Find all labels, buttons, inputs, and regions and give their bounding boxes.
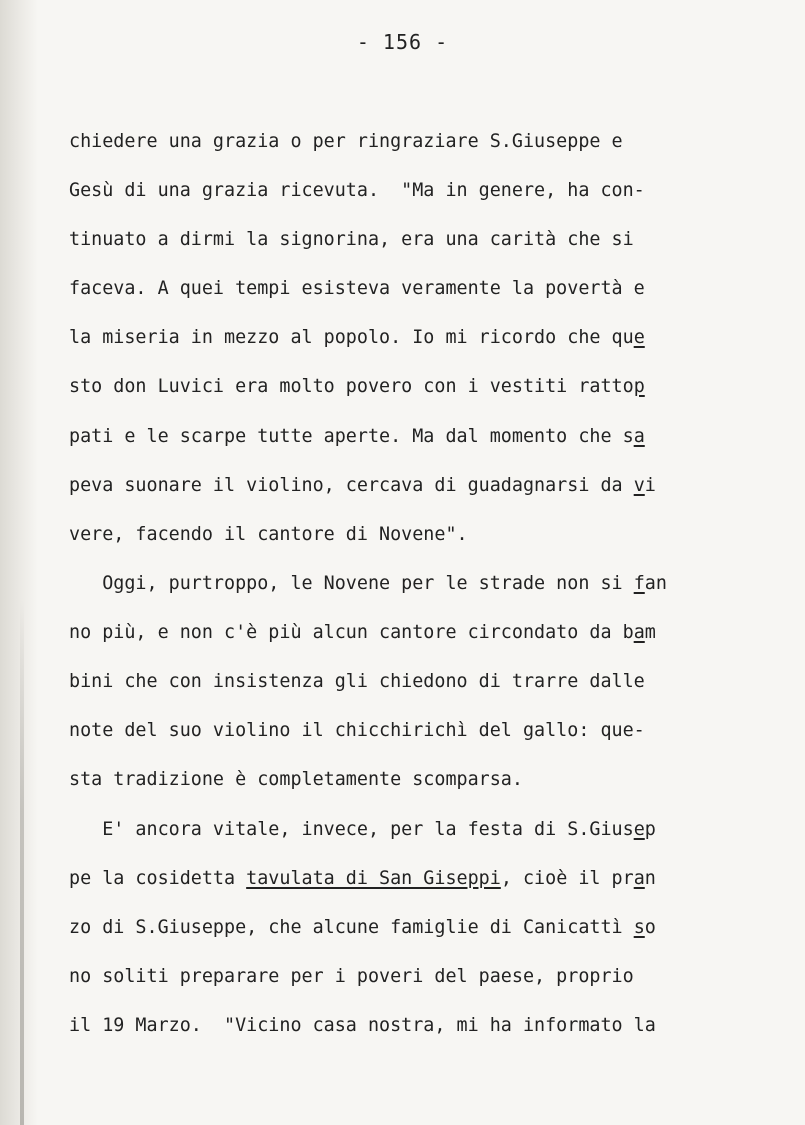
text-segment: an bbox=[644, 573, 667, 594]
text-segment: pe la cosidetta bbox=[69, 868, 247, 889]
text-line bbox=[69, 621, 656, 645]
underlined-text: v bbox=[633, 475, 645, 496]
underlined-text: a bbox=[633, 426, 645, 447]
text-line bbox=[69, 867, 656, 891]
text-segment: peva suonare il violino, cercava di guadagnarsi da bbox=[69, 475, 634, 496]
underlined-text: a bbox=[633, 622, 645, 643]
underlined-text: p bbox=[633, 376, 645, 397]
underlined-text: e bbox=[633, 819, 645, 840]
text-line bbox=[69, 670, 645, 694]
text-segment: Oggi, purtroppo, le Novene per le strade non si bbox=[69, 573, 634, 594]
text-line bbox=[69, 523, 468, 547]
text-segment: il 19 Marzo. "Vicino casa nostra, mi ha informato la bbox=[69, 1015, 656, 1036]
underlined-text: a bbox=[633, 868, 645, 889]
underlined-text: f bbox=[633, 573, 645, 594]
text-line bbox=[69, 228, 634, 252]
text-line bbox=[69, 425, 645, 449]
text-line bbox=[69, 916, 656, 940]
text-line bbox=[69, 474, 656, 498]
text-segment: bini che con insistenza gli chiedono di trarre dalle bbox=[69, 671, 645, 692]
text-line bbox=[69, 130, 623, 154]
underlined-text: tavulata di San Giseppi bbox=[246, 868, 501, 889]
text-segment: , cioè il pr bbox=[500, 868, 634, 889]
text-line bbox=[69, 965, 634, 989]
text-segment: i bbox=[644, 475, 656, 496]
text-segment: chiedere una grazia o per ringraziare S.Giuseppe e bbox=[69, 131, 623, 152]
text-segment: faceva. A quei tempi esisteva veramente la povertà e bbox=[69, 278, 645, 299]
text-line bbox=[69, 277, 645, 301]
text-segment: m bbox=[644, 622, 656, 643]
text-segment: zo di S.Giuseppe, che alcune famiglie di Canicattì bbox=[69, 917, 634, 938]
text-line bbox=[69, 768, 523, 792]
text-line bbox=[69, 572, 667, 596]
text-segment: pati e le scarpe tutte aperte. Ma dal momento che s bbox=[69, 426, 634, 447]
text-segment: sto don Luvici era molto povero con i vestiti ratto bbox=[69, 376, 634, 397]
page-number: - 156 - bbox=[356, 30, 449, 54]
text-line bbox=[69, 818, 656, 842]
text-segment: no soliti preparare per i poveri del paese, proprio bbox=[69, 966, 634, 987]
text-line bbox=[69, 179, 645, 203]
text-segment: o bbox=[644, 917, 656, 938]
text-line bbox=[69, 326, 645, 350]
text-segment: tinuato a dirmi la signorina, era una carità che si bbox=[69, 229, 634, 250]
text-segment: p bbox=[644, 819, 656, 840]
text-segment: sta tradizione è completamente scomparsa. bbox=[69, 769, 523, 790]
text-segment: vere, facendo il cantore di Novene". bbox=[69, 524, 468, 545]
underlined-text: s bbox=[633, 917, 645, 938]
text-segment: note del suo violino il chicchirichì del gallo: que- bbox=[69, 720, 645, 741]
text-segment: la miseria in mezzo al popolo. Io mi ricordo che qu bbox=[69, 327, 634, 348]
text-segment: no più, e non c'è più alcun cantore circondato da b bbox=[69, 622, 634, 643]
text-line bbox=[69, 375, 645, 399]
text-segment: E' ancora vitale, invece, per la festa di S.Gius bbox=[69, 819, 634, 840]
text-segment: n bbox=[644, 868, 656, 889]
text-line bbox=[69, 1014, 656, 1038]
text-line bbox=[69, 719, 645, 743]
underlined-text: e bbox=[633, 327, 645, 348]
text-segment: Gesù di una grazia ricevuta. "Ma in genere, ha con- bbox=[69, 180, 645, 201]
